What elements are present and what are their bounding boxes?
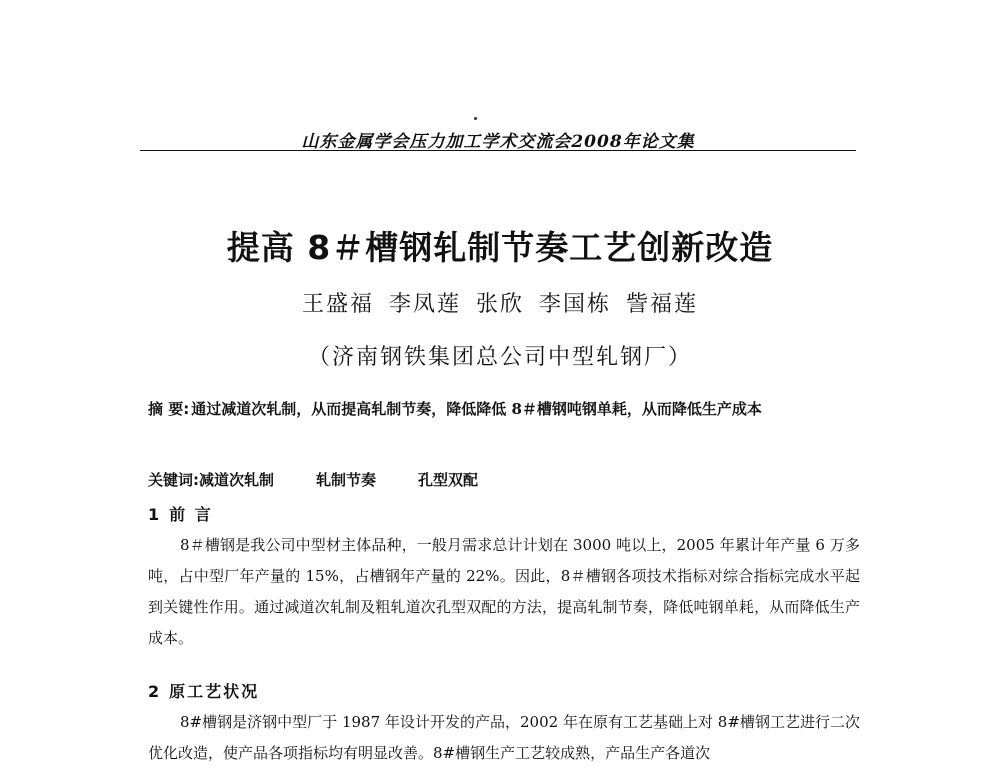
header-rule <box>140 150 856 151</box>
keywords-label: 关键词: <box>148 471 199 489</box>
section-title: 原工艺状况 <box>169 682 260 701</box>
section-paragraph: 8＃槽钢是我公司中型材主体品种，一般月需求总计计划在 3000 吨以上，2005 年累计年产量 6 万多吨，占中型厂年产量的 15%，占槽钢年产量的 22%。因此，8＃槽钢各项技术指标对综合指标完成水平起到关键性作用。通过减道次轧制及粗轧道次孔型双配的方法，提高轧制节奏，降低吨钢单耗，从而降低生产成本。 <box>148 536 860 647</box>
affiliation: （济南钢铁集团总公司中型轧钢厂） <box>307 345 692 370</box>
keywords <box>148 469 860 490</box>
section-heading-introduction <box>148 502 213 525</box>
section-number: 1 <box>148 505 162 524</box>
paper-title: 提高 8＃槽钢轧制节奏工艺创新改造 <box>226 228 774 267</box>
abstract-text: 通过减道次轧制，从而提高轧制节奏，降低降低 8＃槽钢吨钢单耗，从而降低生产成本 <box>191 400 762 418</box>
section-paragraph: 8#槽钢是济钢中型厂于 1987 年设计开发的产品，2002 年在原有工艺基础上对 8#槽钢工艺进行二次优化改造，使产品各项指标均有明显改善。8#槽钢生产工艺较成熟，产品生产各道次 <box>148 713 860 762</box>
abstract <box>148 390 860 428</box>
abstract-label: 摘 要: <box>148 400 190 418</box>
section-number: 2 <box>148 682 162 701</box>
section-title: 前 言 <box>169 505 213 524</box>
scan-speck <box>474 117 477 120</box>
author-list: 王盛福 李凤莲 张欣 李国栋 訾福莲 <box>302 292 698 317</box>
running-header: 山东金属学会压力加工学术交流会2008年论文集 <box>301 132 695 152</box>
keyword-item: 孔型双配 <box>418 471 479 489</box>
section-heading-original-process <box>148 679 259 702</box>
keyword-item: 减道次轧制 <box>199 471 275 489</box>
keyword-item: 轧制节奏 <box>316 471 377 489</box>
